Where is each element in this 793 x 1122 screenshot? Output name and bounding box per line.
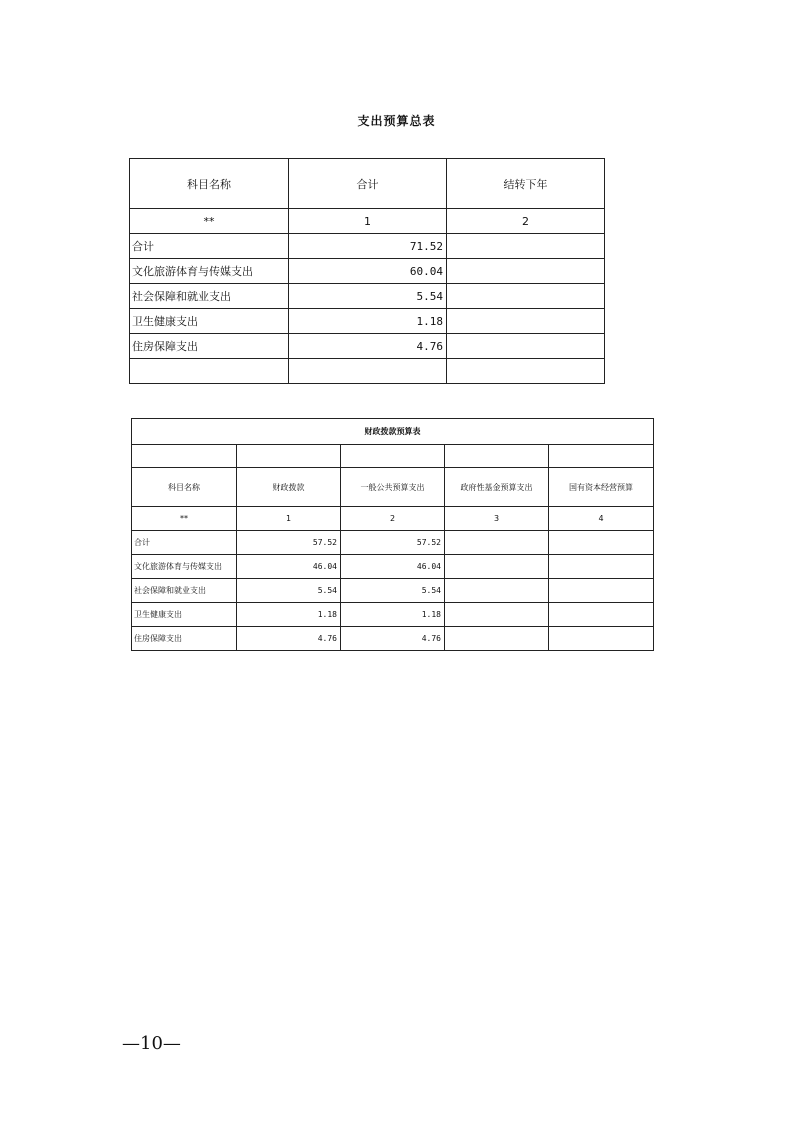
subject-name-cell: 卫生健康支出 [130,309,289,334]
table-row [130,334,605,359]
table-row [132,603,654,627]
index-cell: ** [130,209,289,234]
carry-cell [447,359,605,384]
table-index-row [132,507,654,531]
index-cell: 4 [549,507,654,531]
index-cell: 2 [341,507,445,531]
value-cell [549,603,654,627]
total-cell [289,359,447,384]
subject-name-cell: 社会保障和就业支出 [132,579,237,603]
blank-cell [341,445,445,468]
table-title-row [132,419,654,445]
value-cell: 4.76 [237,627,341,651]
header-general-public-budget: 一般公共预算支出 [341,468,445,507]
table-row [130,259,605,284]
value-cell: 1.18 [341,603,445,627]
value-cell: 46.04 [341,555,445,579]
value-cell: 1.18 [237,603,341,627]
expenditure-budget-table [129,158,605,384]
blank-cell [237,445,341,468]
header-carry-over: 结转下年 [447,159,605,209]
subject-name-cell: 社会保障和就业支出 [130,284,289,309]
table-row [130,234,605,259]
fiscal-appropriation-table [131,418,654,651]
carry-cell [447,234,605,259]
subject-name-cell: 文化旅游体育与传媒支出 [130,259,289,284]
subject-name-cell: 文化旅游体育与传媒支出 [132,555,237,579]
table-index-row [130,209,605,234]
table-row [132,555,654,579]
value-cell [445,603,549,627]
carry-cell [447,259,605,284]
blank-cell [549,445,654,468]
subject-name-cell: 住房保障支出 [132,627,237,651]
value-cell [445,555,549,579]
header-government-fund-budget: 政府性基金预算支出 [445,468,549,507]
index-cell: 1 [289,209,447,234]
value-cell: 5.54 [237,579,341,603]
table-row [132,627,654,651]
value-cell [445,627,549,651]
carry-cell [447,309,605,334]
blank-cell [132,445,237,468]
carry-cell [447,284,605,309]
subject-name-cell [130,359,289,384]
table-row [130,309,605,334]
subject-name-cell: 卫生健康支出 [132,603,237,627]
index-cell: ** [132,507,237,531]
index-cell: 2 [447,209,605,234]
table-header-row [132,468,654,507]
subject-name-cell: 合计 [130,234,289,259]
value-cell [445,579,549,603]
subject-name-cell: 合计 [132,531,237,555]
page-number: —10— [122,1033,181,1054]
table-header-row [130,159,605,209]
table1-title: 支出预算总表 [357,114,436,128]
header-fiscal-appropriation: 财政拨款 [237,468,341,507]
value-cell: 46.04 [237,555,341,579]
value-cell: 57.52 [237,531,341,555]
index-cell: 1 [237,507,341,531]
total-cell: 4.76 [289,334,447,359]
blank-cell [445,445,549,468]
table-row [132,579,654,603]
value-cell [445,531,549,555]
total-cell: 60.04 [289,259,447,284]
value-cell: 5.54 [341,579,445,603]
subject-name-cell: 住房保障支出 [130,334,289,359]
header-state-capital-budget: 国有资本经营预算 [549,468,654,507]
value-cell [549,555,654,579]
total-cell: 1.18 [289,309,447,334]
table-row [132,531,654,555]
value-cell: 4.76 [341,627,445,651]
header-subject-name: 科目名称 [132,468,237,507]
carry-cell [447,334,605,359]
value-cell [549,531,654,555]
table2-title: 财政拨款预算表 [132,419,654,445]
value-cell: 57.52 [341,531,445,555]
total-cell: 71.52 [289,234,447,259]
header-subject-name: 科目名称 [130,159,289,209]
table-row [130,359,605,384]
table-row [130,284,605,309]
value-cell [549,627,654,651]
index-cell: 3 [445,507,549,531]
total-cell: 5.54 [289,284,447,309]
blank-row [132,445,654,468]
value-cell [549,579,654,603]
header-total: 合计 [289,159,447,209]
